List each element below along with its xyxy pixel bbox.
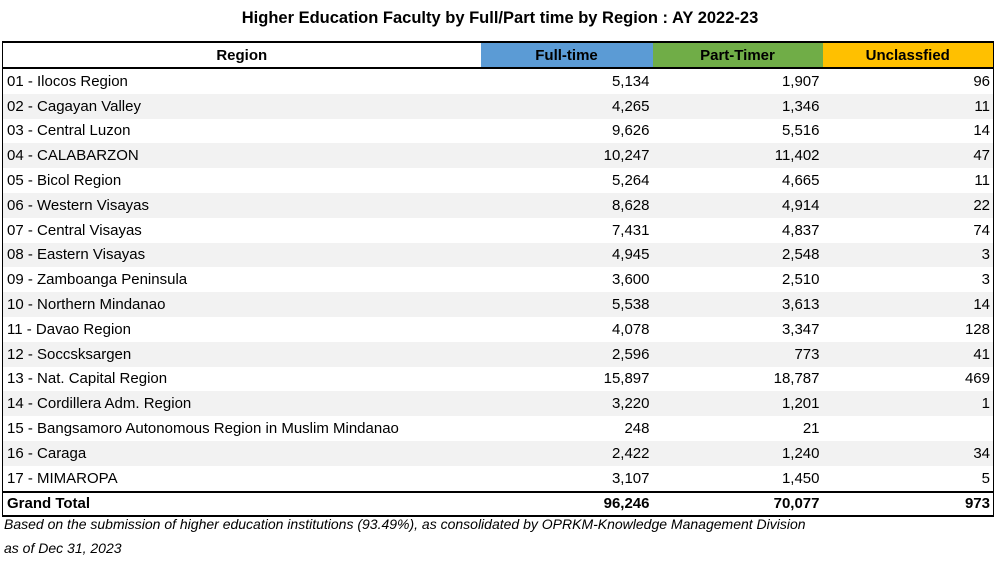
region-cell: 02 - Cagayan Valley bbox=[3, 94, 481, 119]
full-time-cell: 3,600 bbox=[611, 271, 650, 289]
table-row bbox=[3, 391, 994, 416]
part-timer-cell: 1,201 bbox=[653, 391, 823, 416]
full-time-cell: 4,945 bbox=[481, 243, 653, 268]
region-cell: 08 - Eastern Visayas bbox=[3, 243, 481, 268]
part-timer-cell: 18,787 bbox=[773, 370, 820, 388]
full-time-cell: 5,134 bbox=[611, 72, 650, 90]
part-timer-cell: 4,665 bbox=[781, 172, 820, 190]
part-timer-cell: 2,548 bbox=[653, 243, 823, 268]
column-header-part-timer: Part-Timer bbox=[653, 42, 823, 68]
table-row bbox=[3, 416, 994, 441]
full-time-cell: 10,247 bbox=[481, 143, 653, 168]
part-timer-cell: 2,510 bbox=[781, 271, 820, 289]
unclassified-cell: 14 bbox=[823, 119, 994, 144]
grand-total-part-timer: 70,077 bbox=[653, 492, 823, 516]
table-row bbox=[3, 317, 994, 342]
full-time-cell: 5,538 bbox=[481, 292, 653, 317]
full-time-cell: 248 bbox=[624, 420, 650, 438]
table-row bbox=[3, 94, 994, 119]
region-cell: 07 - Central Visayas bbox=[3, 218, 481, 243]
grand-total-row bbox=[3, 492, 994, 516]
region-cell: 17 - MIMAROPA bbox=[3, 466, 481, 492]
table-body bbox=[3, 68, 994, 492]
full-time-cell: 3,220 bbox=[481, 391, 653, 416]
full-time-cell: 15,897 bbox=[603, 370, 650, 388]
full-time-cell: 9,626 bbox=[611, 122, 650, 140]
table-row bbox=[3, 119, 994, 144]
table-row bbox=[3, 292, 994, 317]
unclassified-cell bbox=[823, 416, 994, 441]
header-row bbox=[3, 42, 994, 68]
full-time-cell: 4,078 bbox=[611, 320, 650, 338]
table-row bbox=[3, 342, 994, 367]
unclassified-cell: 34 bbox=[823, 441, 994, 466]
full-time-cell: 4,265 bbox=[481, 94, 653, 119]
part-timer-cell: 1,346 bbox=[653, 94, 823, 119]
part-timer-cell: 1,450 bbox=[781, 469, 820, 487]
table-row bbox=[3, 466, 994, 492]
table-row bbox=[3, 267, 994, 292]
column-header-full-time: Full-time bbox=[481, 42, 653, 68]
region-cell: 09 - Zamboanga Peninsula bbox=[3, 267, 481, 292]
region-cell: 15 - Bangsamoro Autonomous Region in Muslim Mindanao bbox=[3, 416, 481, 441]
part-timer-cell: 773 bbox=[653, 342, 823, 367]
unclassified-cell: 22 bbox=[823, 193, 994, 218]
region-cell: 10 - Northern Mindanao bbox=[3, 292, 481, 317]
unclassified-cell: 1 bbox=[823, 391, 994, 416]
region-cell: 03 - Central Luzon bbox=[3, 119, 481, 144]
unclassified-cell: 74 bbox=[823, 218, 994, 243]
table-row bbox=[3, 168, 994, 193]
region-cell: 05 - Bicol Region bbox=[3, 168, 481, 193]
unclassified-cell: 128 bbox=[823, 317, 994, 342]
region-cell: 12 - Soccsksargen bbox=[3, 342, 481, 367]
table-row bbox=[3, 441, 994, 466]
table-row bbox=[3, 367, 994, 392]
full-time-cell: 3,107 bbox=[611, 469, 650, 487]
full-time-cell: 2,596 bbox=[481, 342, 653, 367]
part-timer-cell: 4,914 bbox=[653, 193, 823, 218]
full-time-cell: 7,431 bbox=[611, 221, 650, 239]
region-cell: 04 - CALABARZON bbox=[3, 143, 481, 168]
table-row bbox=[3, 218, 994, 243]
grand-total-unclassified: 973 bbox=[823, 492, 994, 516]
source-note: Based on the submission of higher education institutions (93.49%), as consolidated by OPRKM-Knowledge Management Division bbox=[4, 516, 806, 532]
table-row bbox=[3, 143, 994, 168]
column-header-region: Region bbox=[3, 42, 481, 68]
part-timer-cell: 5,516 bbox=[781, 122, 820, 140]
region-cell: 11 - Davao Region bbox=[3, 317, 481, 342]
part-timer-cell: 4,837 bbox=[781, 221, 820, 239]
part-timer-cell: 1,907 bbox=[781, 72, 820, 90]
part-timer-cell: 21 bbox=[802, 420, 820, 438]
unclassified-cell: 3 bbox=[823, 243, 994, 268]
column-header-unclassified: Unclassfied bbox=[823, 42, 994, 68]
full-time-cell: 2,422 bbox=[481, 441, 653, 466]
full-time-cell: 8,628 bbox=[481, 193, 653, 218]
unclassified-cell: 11 bbox=[823, 94, 994, 119]
region-cell: 06 - Western Visayas bbox=[3, 193, 481, 218]
region-cell: 14 - Cordillera Adm. Region bbox=[3, 391, 481, 416]
part-timer-cell: 1,240 bbox=[653, 441, 823, 466]
part-timer-cell: 3,347 bbox=[781, 320, 820, 338]
unclassified-cell: 469 bbox=[823, 367, 994, 392]
faculty-table bbox=[2, 41, 994, 517]
unclassified-cell: 14 bbox=[823, 292, 994, 317]
part-timer-cell: 3,613 bbox=[653, 292, 823, 317]
table-row bbox=[3, 68, 994, 94]
region-cell: 16 - Caraga bbox=[3, 441, 481, 466]
part-timer-cell: 11,402 bbox=[653, 143, 823, 168]
unclassified-cell: 41 bbox=[823, 342, 994, 367]
table-title: Higher Education Faculty by Full/Part time by Region : AY 2022-23 bbox=[241, 9, 759, 27]
grand-total-label: Grand Total bbox=[3, 492, 481, 516]
table-row bbox=[3, 193, 994, 218]
unclassified-cell: 96 bbox=[823, 68, 994, 94]
region-cell: 01 - Ilocos Region bbox=[3, 68, 481, 94]
region-cell: 13 - Nat. Capital Region bbox=[3, 367, 481, 392]
full-time-cell: 5,264 bbox=[611, 172, 650, 190]
unclassified-cell: 3 bbox=[823, 267, 994, 292]
unclassified-cell: 5 bbox=[823, 466, 994, 492]
grand-total-full-time: 96,246 bbox=[481, 492, 653, 516]
unclassified-cell: 47 bbox=[823, 143, 994, 168]
unclassified-cell: 11 bbox=[823, 168, 994, 193]
date-note: as of Dec 31, 2023 bbox=[4, 540, 122, 556]
table-row bbox=[3, 243, 994, 268]
